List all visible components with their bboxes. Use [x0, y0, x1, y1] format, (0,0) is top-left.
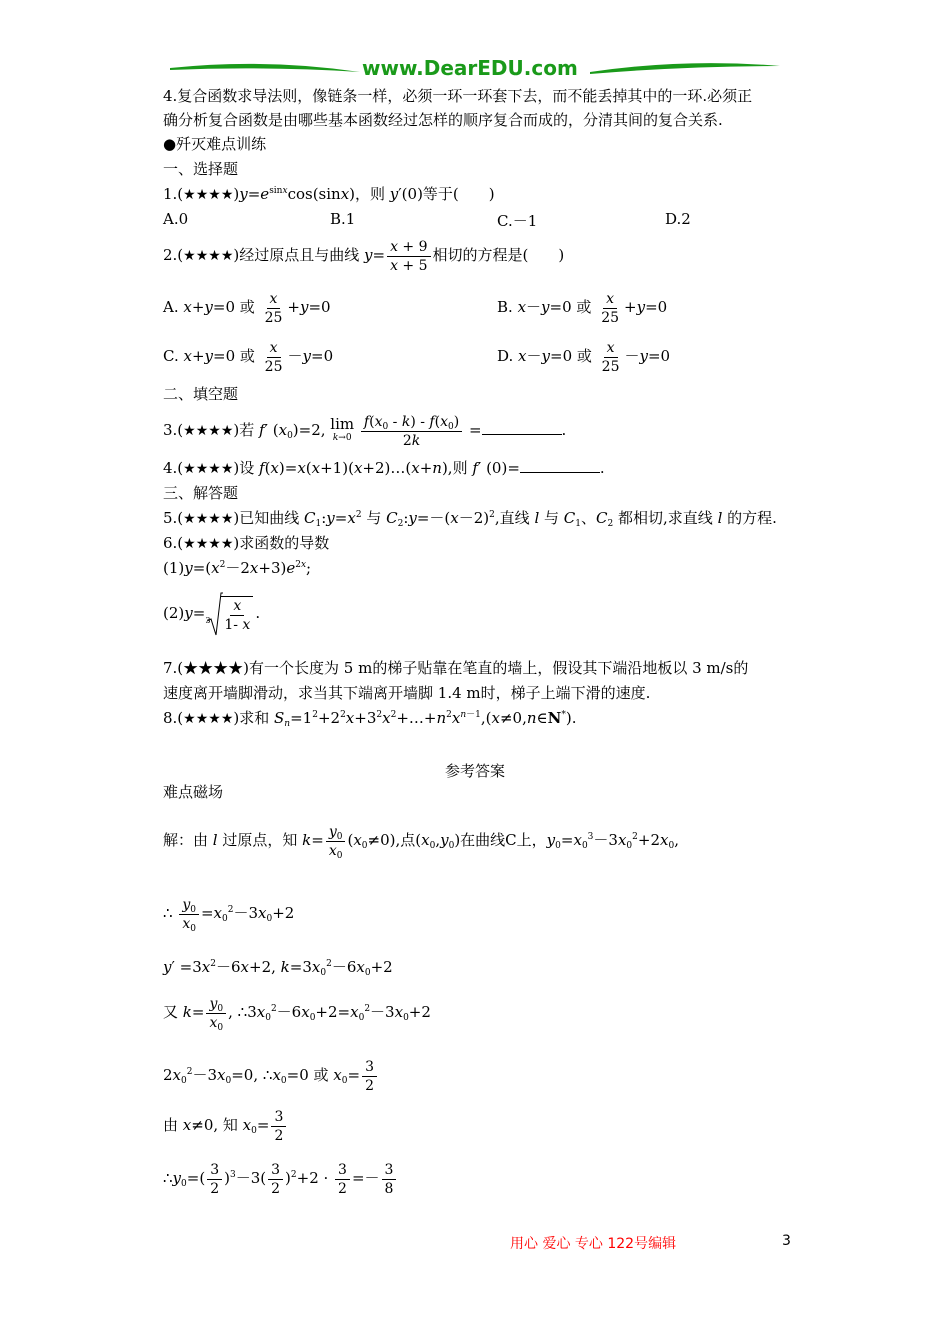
question-6: 6.(★★★★)求函数的导数: [163, 534, 330, 552]
header-swoosh-left: [170, 60, 360, 76]
q2-option-c: C. x+y=0 或 $\frac{x}{25}$ －y=0: [163, 339, 334, 375]
question-1: $1.(★★★★)y=e^{sinx}\cos(\sin x)$，则 y′(0)等于( ): [163, 185, 495, 203]
solution-line-6: 由 x≠0, 知 $x_0=$ $\frac{3}{2}$: [163, 1105, 288, 1145]
section-choice-title: 一、选择题: [163, 160, 239, 178]
q2-option-d: D. x－y=0 或 $\frac{x}{25}$ －y=0: [497, 339, 671, 375]
question-8: 8.(★★★★)求和 $S_n=1^2+2^2x+3^2x^2+\dots+n^2x^{n-1},(x\ne 0,n\in N^*)$.: [163, 709, 577, 729]
question-6-part2: (2)y= 3 $\frac{x}{1- x}$ .: [163, 590, 260, 637]
question-6-part1: $(1)y=(x^2-2x+3)e^{2x}$;: [163, 559, 312, 577]
question-7-line1: 7.(★★★★)有一个长度为 5 m的梯子贴靠在笔直的墙上，假设其下端沿地板以 3 m/s的: [163, 659, 749, 677]
section-fill-title: 二、填空题: [163, 385, 239, 403]
solution-line-3: $y' =3x^2-6x+2$, $k=3x_0^2-6x_0+2$: [163, 958, 393, 978]
q2-option-b: B. x－y=0 或 $\frac{x}{25}$ +y=0: [497, 290, 668, 326]
question-5: 5.(★★★★)已知曲线 $C_1:y=x^2$ 与 $C_2:y=-(x-2)^2$,直线 l 与 $C_1$、$C_2$ 都相切,求直线 l 的方程.: [163, 509, 777, 529]
question-3: 3.(★★★★)若 f′ $(x_0)=2$, lim k→0 $\frac{f(x_0 - k) - f(x_0)}{2k}$ = .: [163, 413, 567, 449]
q1-option-a: A.0: [163, 210, 189, 228]
solution-line-2: ∴ $\frac{y_0}{x_0}$ $=x_0^2-3x_0+2$: [163, 896, 295, 934]
footer-text: 用心 爱心 专心 122号编辑: [510, 1236, 677, 1252]
question-2: 2.(★★★★)经过原点且与曲线 y= $\frac{x + 9}{x + 5}$ 相切的方程是( ): [163, 238, 565, 274]
solution-line-4: 又 k= $\frac{y_0}{x_0}$ , $\therefore 3x_0^2-6x_0+2=x_0^2-3x_0+2$: [163, 995, 431, 1033]
answers-subtitle: 难点磁场: [163, 783, 224, 801]
rule4-line2: 确分析复合函数是由哪些基本函数经过怎样的顺序复合而成的，分清其间的复合关系.: [163, 111, 723, 129]
solution-line-1: 解：由 l 过原点，知 k= $\frac{y_0}{x_0}$ $(x_0\ne 0)$,点$(x_0,y_0)$在曲线C上，$y_0=x_0^3-3x_0^2+2x_0$,: [163, 823, 679, 861]
training-title: ●歼灭难点训练: [163, 135, 267, 153]
solution-line-7: $\therefore y_0=$( $\frac{3}{2}$ )$^3$－3( $\frac{3}{2}$ )$^2$+2 · $\frac{3}{2}$ =－ $\frac{3}{8}$: [163, 1158, 398, 1198]
question-7-line2: 速度离开墙脚滑动，求当其下端离开墙脚 1.4 m时，梯子上端下滑的速度.: [163, 684, 651, 702]
header-site-name: www.DearEDU.com: [362, 56, 578, 80]
q1-option-d: D.2: [665, 210, 691, 228]
q1-option-b: B.1: [330, 210, 356, 228]
rule4-line1: 4.复合函数求导法则，像链条一样，必须一环一环套下去，而不能丢掉其中的一环.必须正: [163, 87, 753, 105]
q2-option-a: A. x+y=0 或 $\frac{x}{25}$ +y=0: [163, 290, 331, 326]
header-banner: [170, 56, 780, 84]
q1-option-c: C.－1: [497, 212, 538, 230]
section-answer-title: 三、解答题: [163, 484, 239, 502]
answers-title: 参考答案: [444, 762, 505, 780]
header-swoosh-right: [590, 60, 780, 76]
question-4: 4.(★★★★)设 f(x)=x(x+1)(x+2)…(x+n),则 f′ (0)= .: [163, 459, 605, 477]
page-number: 3: [782, 1233, 791, 1249]
solution-line-5: $2x_0^2-3x_0=0$, $\therefore x_0=0$ 或 $x_0=$ $\frac{3}{2}$: [163, 1055, 379, 1095]
